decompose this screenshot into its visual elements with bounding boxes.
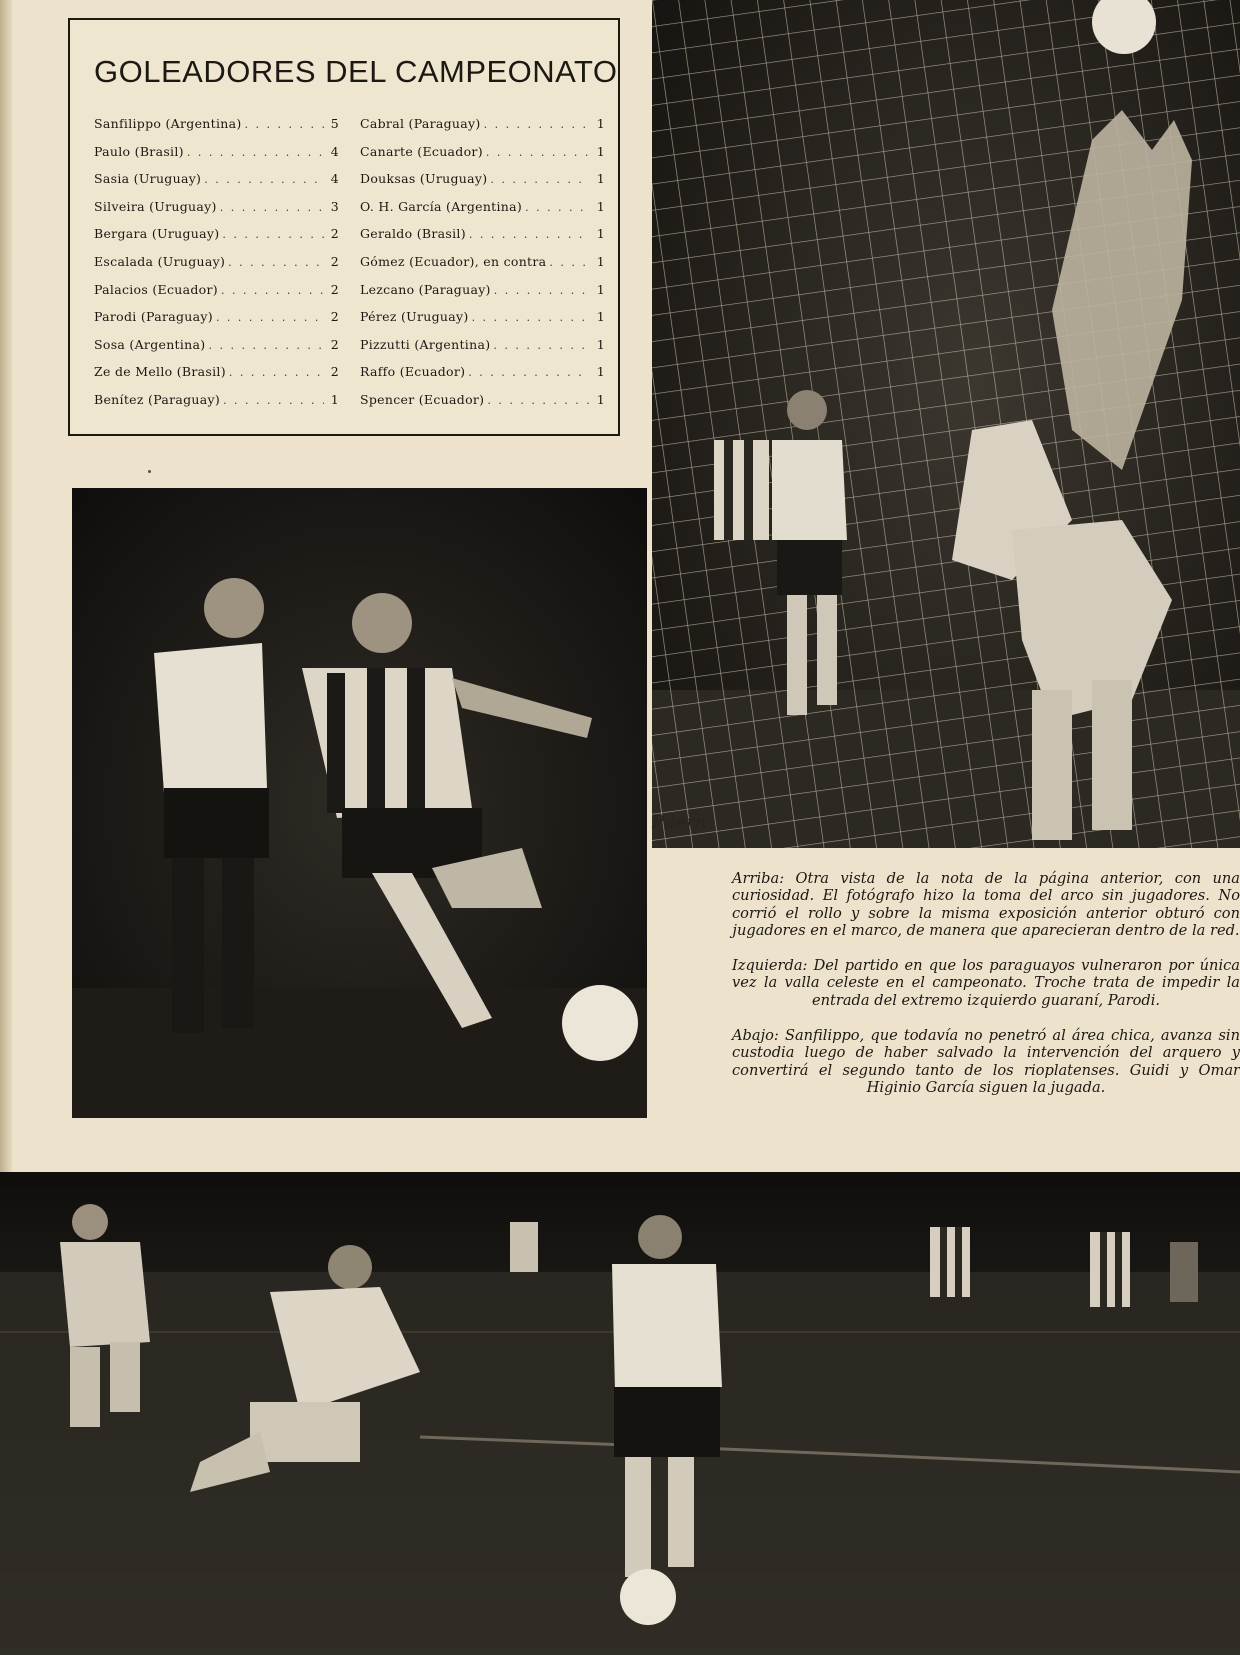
photo-troche-parodi	[72, 488, 647, 1118]
scorer-name: Pérez (Uruguay)	[360, 309, 469, 325]
leader-dots	[187, 146, 324, 159]
scorer-name: Spencer (Ecuador)	[360, 391, 485, 407]
scorer-row	[94, 282, 339, 310]
scorer-row	[94, 171, 339, 199]
leader-dots	[468, 366, 590, 379]
scorer-name: Parodi (Paraguay)	[94, 309, 213, 325]
scorer-row	[94, 144, 339, 172]
scorer-goals: 2	[330, 253, 339, 269]
scorer-name: O. H. García (Argentina)	[360, 198, 523, 214]
scorer-goals: 1	[596, 143, 605, 159]
scorer-goals: 4	[330, 171, 339, 187]
scorer-goals: 3	[330, 198, 339, 214]
scorer-goals: 2	[330, 226, 339, 242]
scorers-column-left	[94, 116, 339, 420]
photo-sanfilippo	[0, 1172, 1240, 1655]
caption-abajo-lead: Abajo:	[732, 1027, 779, 1045]
print-speck	[148, 470, 151, 473]
scorer-goals: 1	[330, 391, 339, 407]
leader-dots	[469, 228, 590, 241]
scorer-row	[360, 116, 605, 144]
scorer-row	[360, 337, 605, 365]
scorer-name: Douksas (Uruguay)	[360, 171, 488, 187]
leader-dots	[222, 228, 324, 241]
scorer-goals: 1	[596, 309, 605, 325]
scorer-name: Paulo (Brasil)	[94, 143, 184, 159]
caption-izquierda-text: Del partido en que los paraguayos vulneraron por única vez la valla celeste en el campeonato. Troche trata de impedir la entrada del extremo izquierdo guaraní, Parodi.	[732, 957, 1240, 1009]
scorer-name: Cabral (Paraguay)	[360, 116, 481, 131]
scorer-row	[360, 199, 605, 227]
scorer-row	[360, 282, 605, 310]
scorer-goals: 1	[596, 116, 605, 131]
caption-arriba-lead: Arriba:	[732, 870, 785, 887]
scorer-goals: 1	[596, 281, 605, 297]
scorer-name: Escalada (Uruguay)	[94, 253, 226, 269]
scorer-row	[94, 364, 339, 392]
leader-dots	[223, 394, 324, 407]
scorer-name: Pizzutti (Argentina)	[360, 336, 491, 352]
scorer-row	[360, 226, 605, 254]
scorer-goals: 1	[596, 391, 605, 407]
leader-dots	[487, 394, 590, 407]
caption-abajo-text: Sanfilippo, que todavía no penetró al área chica, avanza sin custodia luego de haber salvado la intervención del arquero y convertirá el segundo tanto de los rioplatenses. Guidi y Omar Higinio García siguen la jugada.	[732, 1027, 1240, 1096]
sanfilippo-image	[0, 1172, 1240, 1655]
leader-dots	[220, 201, 324, 214]
scorer-row	[94, 226, 339, 254]
leader-dots	[490, 173, 590, 186]
scorer-goals: 2	[330, 336, 339, 352]
scorer-row	[360, 254, 605, 282]
scorer-name: Raffo (Ecuador)	[360, 364, 466, 380]
scorer-name: Bergara (Uruguay)	[94, 226, 220, 242]
scorer-goals: 1	[596, 171, 605, 187]
scorer-row	[360, 392, 605, 420]
leader-dots	[204, 173, 324, 186]
scorer-row	[94, 254, 339, 282]
leader-dots	[525, 201, 590, 214]
scorer-row	[360, 171, 605, 199]
caption-arriba-text: Otra vista de la nota de la página anterior, con una curiosidad. El fotógrafo hizo la toma del arco sin jugadores. No corrió el rollo y sobre la misma exposición anterior obturó con jugadores en el marco, de manera que aparecieran dentro de la red.	[732, 870, 1240, 939]
leader-dots	[484, 118, 590, 131]
scorer-goals: 1	[596, 198, 605, 214]
scorer-row	[94, 199, 339, 227]
scorer-row	[360, 364, 605, 392]
photographer-signature: Pdern	[652, 812, 707, 833]
caption-arriba	[732, 870, 1240, 939]
scorer-name: Geraldo (Brasil)	[360, 226, 466, 242]
leader-dots	[494, 284, 590, 297]
scorer-goals: 2	[330, 364, 339, 380]
leader-dots	[245, 118, 324, 131]
scorer-row	[94, 337, 339, 365]
scorer-row	[360, 309, 605, 337]
scorer-goals: 4	[330, 143, 339, 159]
scorer-row	[94, 309, 339, 337]
scorer-name: Sasia (Uruguay)	[94, 171, 202, 187]
caption-izquierda-lead: Izquierda:	[732, 957, 808, 975]
leader-dots	[472, 311, 590, 324]
scorer-name: Benítez (Paraguay)	[94, 391, 221, 407]
leader-dots	[228, 256, 324, 269]
leader-dots	[221, 284, 324, 297]
goalkeeper-net-image	[652, 0, 1240, 848]
scorer-goals: 5	[330, 116, 339, 131]
caption-izquierda	[732, 957, 1240, 1009]
scorer-goals: 1	[596, 226, 605, 242]
leader-dots	[493, 339, 590, 352]
leader-dots	[216, 311, 324, 324]
scorer-goals: 2	[330, 281, 339, 297]
scorer-goals: 1	[596, 336, 605, 352]
scorer-name: Ze de Mello (Brasil)	[94, 364, 226, 380]
scorer-name: Canarte (Ecuador)	[360, 143, 483, 159]
scorers-box	[68, 18, 620, 436]
troche-parodi-image	[72, 488, 647, 1118]
scorer-row	[94, 392, 339, 420]
leader-dots	[486, 146, 590, 159]
scorer-row	[94, 116, 339, 144]
captions	[732, 870, 1240, 1114]
scorer-name: Silveira (Uruguay)	[94, 198, 217, 214]
scorer-name: Sanfilippo (Argentina)	[94, 116, 242, 131]
scorer-goals: 2	[330, 309, 339, 325]
scorers-title: GOLEADORES DEL CAMPEONATO	[94, 54, 618, 89]
scorer-goals: 1	[596, 253, 605, 269]
scorer-goals: 1	[596, 364, 605, 380]
scorer-name: Sosa (Argentina)	[94, 336, 206, 352]
scorers-column-right	[360, 116, 605, 420]
leader-dots	[208, 339, 324, 352]
photo-goalkeeper-net	[652, 0, 1240, 848]
scorer-name: Gómez (Ecuador), en contra	[360, 253, 547, 269]
caption-abajo	[732, 1027, 1240, 1096]
scorer-name: Lezcano (Paraguay)	[360, 281, 491, 297]
scorer-row	[360, 144, 605, 172]
leader-dots	[229, 366, 324, 379]
leader-dots	[549, 256, 590, 269]
scorer-name: Palacios (Ecuador)	[94, 281, 218, 297]
